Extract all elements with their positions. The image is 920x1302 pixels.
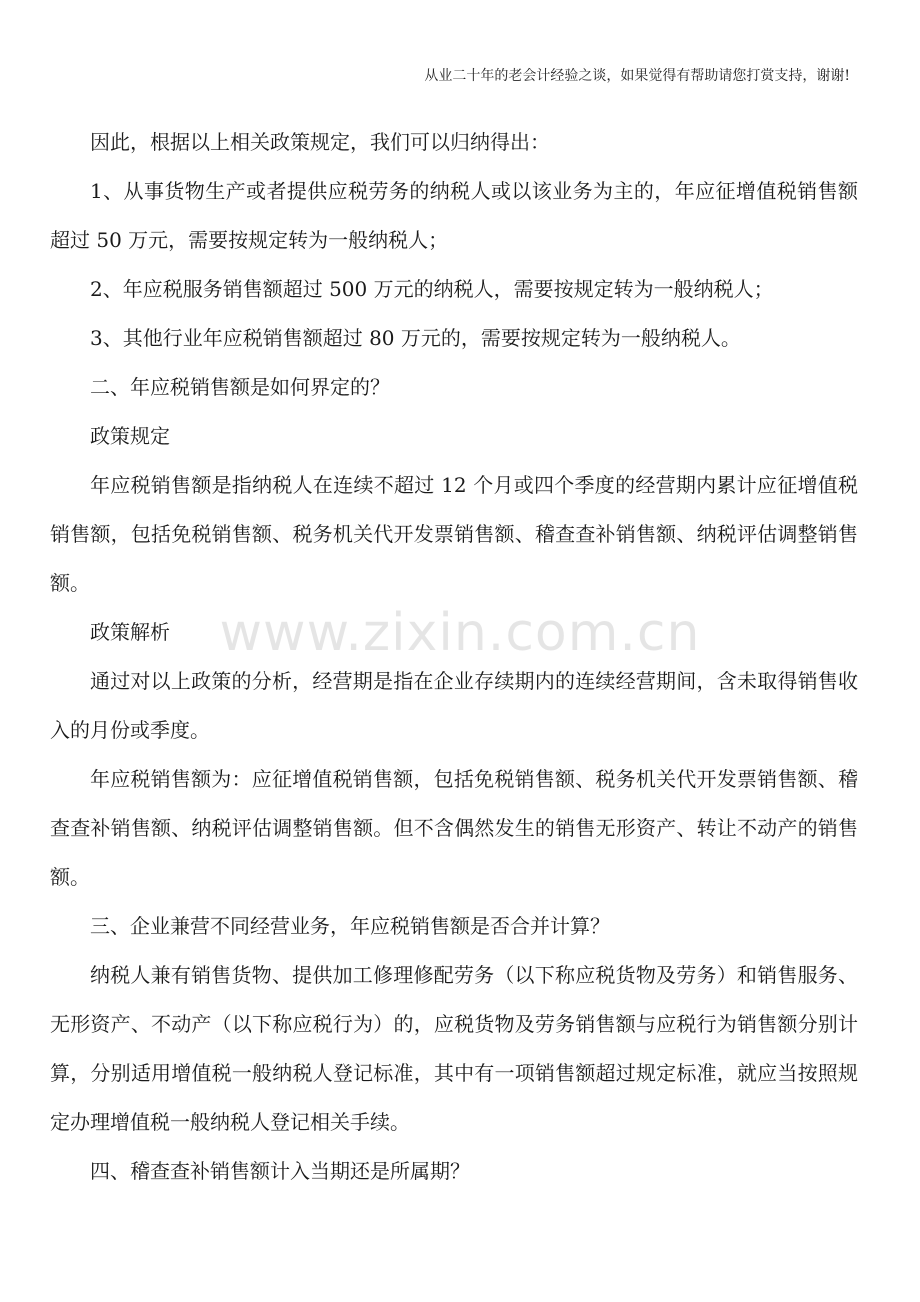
paragraph-analysis-2: 年应税销售额为：应征增值税销售额，包括免税销售额、税务机关代开发票销售额、稽查查补销售额、纳税评估调整销售额。但不含偶然发生的销售无形资产、转让不动产的销售额。: [50, 767, 858, 889]
paragraph-policy: 年应税销售额是指纳税人在连续不超过 12 个月或四个季度的经营期内累计应征增值税销售额，包括免税销售额、税务机关代开发票销售额、稽查查补销售额、纳税评估调整销售额。: [50, 473, 858, 595]
paragraph-rule-3: 3、其他行业年应税销售额超过 80 万元的，需要按规定转为一般纳税人。: [90, 326, 741, 350]
header-note: 从业二十年的老会计经验之谈，如果觉得有帮助请您打赏支持，谢谢!: [424, 68, 850, 84]
watermark: www.zixin.com.cn: [219, 603, 701, 663]
paragraph-rule-1: 1、从事货物生产或者提供应税劳务的纳税人或以该业务为主的，年应征增值税销售额超过 50 万元，需要按规定转为一般纳税人；: [50, 179, 858, 252]
paragraph-rule-2: 2、年应税服务销售额超过 500 万元的纳税人，需要按规定转为一般纳税人；: [90, 277, 774, 301]
subheading-policy: 政策规定: [90, 424, 170, 448]
section-heading-2: 二、年应税销售额是如何界定的？: [90, 375, 390, 399]
subheading-analysis: 政策解析: [90, 620, 170, 644]
section-heading-3: 三、企业兼营不同经营业务，年应税销售额是否合并计算？: [90, 914, 610, 938]
document-body: [50, 118, 858, 1196]
paragraph-analysis-1: 通过对以上政策的分析，经营期是指在企业存续期内的连续经营期间，含未取得销售收入的月份或季度。: [50, 669, 858, 742]
paragraph-section-3: 纳税人兼有销售货物、提供加工修理修配劳务（以下称应税货物及劳务）和销售服务、无形资产、不动产（以下称应税行为）的，应税货物及劳务销售额与应税行为销售额分别计算，分别适用增值税一般纳税人登记标准，其中有一项销售额超过规定标准，就应当按照规定办理增值税一般纳税人登记相关手续。: [50, 963, 858, 1134]
paragraph-intro: 因此，根据以上相关政策规定，我们可以归纳得出：: [90, 130, 550, 154]
section-heading-4: 四、稽查查补销售额计入当期还是所属期？: [90, 1159, 470, 1183]
